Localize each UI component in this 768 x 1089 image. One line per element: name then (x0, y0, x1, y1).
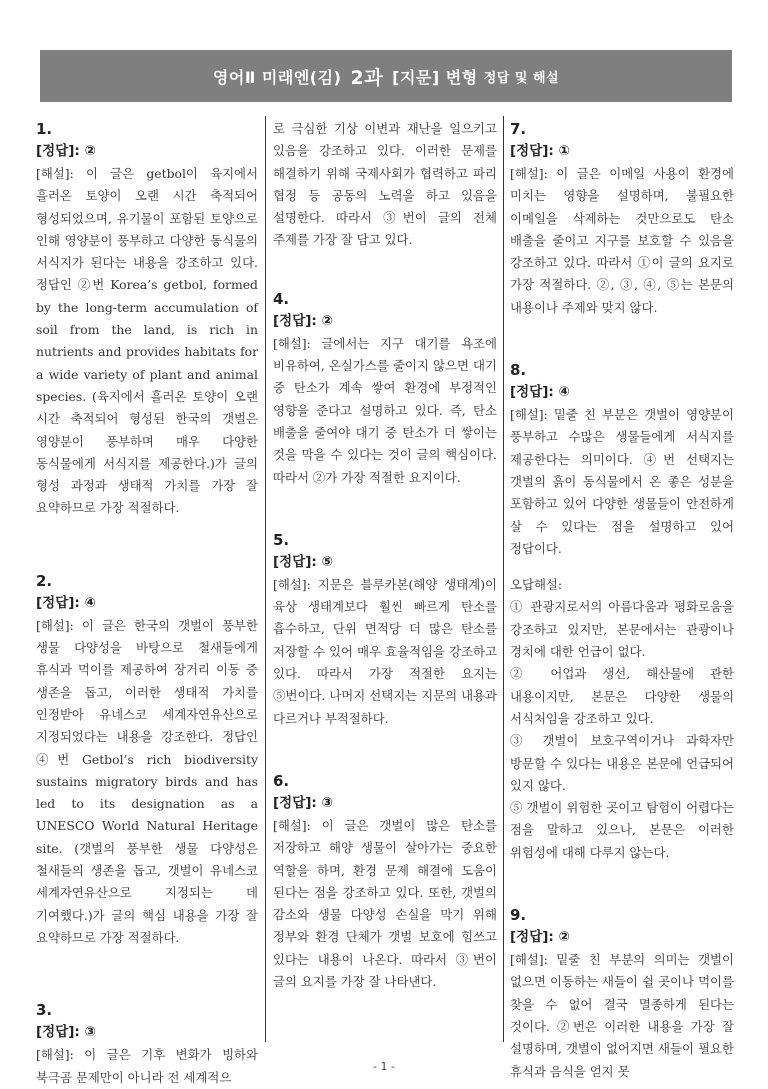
explanation: [해설]: 이 글은 갯벌이 많은 탄소를 저장하고 해양 생물이 살아가는 중요한 역할을 하며, 환경 문제 해결에 도움이 된다는 점을 강조하고 있다. 또한, 갯벌의 감소와 생물 다양성 손실을 막기 위해 정부와 환경 단체가 갯벌 보호에 힘쓰고 있다는 내용이 나온다. 따라서 ③번이 글의 요지를 가장 잘 나타낸다. (273, 817, 497, 990)
question-7 (510, 118, 734, 319)
header-banner (40, 50, 732, 102)
answer-line: [정답]: ② (510, 929, 570, 946)
question-1 (36, 118, 258, 520)
question-3-continuation: 로 극심한 기상 이변과 재난을 일으키고 있음을 강조하고 있다. 이러한 문제를 해결하기 위해 국제사회가 협력하고 파리 협정 등 공동의 노력을 하고 있음을 설명한다. 따라서 ③번이 글의 전체 주제를 가장 잘 담고 있다. (273, 121, 497, 248)
question-number: 3. (36, 1001, 53, 1020)
answer-line: [정답]: ④ (36, 594, 96, 611)
wrong-answer-item: ③ 갯벌이 보호구역이거나 과학자만 방문할 수 있다는 내용은 본문에 언급되어 있지 않다. (510, 733, 734, 793)
page-number: - 1 - (373, 1060, 395, 1073)
question-number: 5. (273, 530, 290, 549)
question-5 (273, 529, 497, 730)
question-number: 7. (510, 120, 527, 138)
question-number: 2. (36, 571, 53, 590)
explanation: [해설]: 지문은 블루카본(해양 생태계)이 육상 생태계보다 훨씬 빠르게 탄소를 흡수하고, 단위 면적당 더 많은 탄소를 저장할 수 있어 매우 효율적임을 강조하고 있다. 따라서 가장 적절한 요지는 ⑤번이다. 나머지 선택지는 지문의 내용과 다르거나 부적절하다. (273, 576, 497, 726)
question-number: 1. (36, 120, 53, 138)
answer-line: [정답]: ④ (510, 384, 570, 401)
explanation-continuation: 새들이 필요한 휴식과 음식을 얻지 못 (510, 1041, 734, 1079)
explanation: [해설]: 이 글은 getbol이 육지에서 흘러온 토양이 오랜 시간 축적되어 형성되었으며, 유기물이 포함된 토양으로 인해 영양분이 풍부하고 다양한 동식물의 서식지가 된다는 내용을 강조하고 있다. 정답인 ②번 Korea’s getbol, formed by the long-term accumulation of soil from the land, is rich in nutrients and provides habitats for a wide variety of plant and animal species. (육지에서 흘러온 토양이 오랜 시간 축적되어 형성된 한국의 갯벌은 영양분이 풍부하며 매우 다양한 동식물에게 서식지를 제공한다.)가 글의 형성 과정과 생태적 가치를 가장 잘 요약하므로 가장 적절하다. (36, 166, 258, 516)
explanation: [해설]: 이 글은 기후 변화가 빙하와 북극곰 문제만이 아니라 전 세계적으 (36, 1047, 258, 1085)
answer-line: [정답]: ⑤ (273, 553, 333, 570)
question-2 (36, 570, 258, 949)
explanation: [해설]: 밑줄 친 부분은 갯벌이 영양분이 풍부하고 수많은 생물들에게 서식지를 제공한다는 의미이다. ④번 선택지는 갯벌의 흙이 동식물에서 온 좋은 성분을 포함하고 있어 다양한 생물들이 안전하게 살 수 있다는 점을 설명하고 있어 정답이다. (510, 407, 734, 556)
column-divider-1 (265, 116, 266, 1042)
question-3 (36, 999, 258, 1089)
answer-line: [정답]: ② (36, 143, 96, 159)
answer-line: [정답]: ③ (273, 794, 333, 811)
question-9 (510, 904, 734, 1083)
wrong-answer-item: ⑤ 갯벌이 위험한 곳이고 탐험이 어렵다는 점을 말하고 있으나, 본문은 이러한 위험성에 대해 다루지 않는다. (510, 800, 734, 860)
column-3 (510, 118, 734, 1079)
question-number: 8. (510, 361, 527, 380)
question-4 (273, 288, 497, 489)
explanation-text: [해설]: 밑줄 친 부분의 의미는 갯벌이 없으면 이동하는 새들이 쉴 곳이나 먹이를 찾을 수 없어 결국 멸종하게 된다는 것이다. ②번은 이러한 내용을 가장 잘 설명하며, 갯벌이 없어지면 (510, 952, 734, 1057)
answer-line: [정답]: ② (273, 312, 333, 329)
question-6 (273, 770, 497, 993)
header-suffix: 정답 및 해설 (483, 70, 560, 86)
wrong-answer-item: ① 관광지로서의 아름다움과 평화로움을 강조하고 있지만, 본문에서는 관광이나 경치에 대한 언급이 없다. (510, 599, 734, 660)
header-subject: 영어Ⅱ 미래엔(김) (212, 67, 342, 87)
wrong-answer-item: ② 어업과 생선, 해산물에 관한 내용이지만, 본문은 다양한 생물의 서식처임을 강조하고 있다. (510, 666, 734, 726)
explanation: [해설]: 글에서는 지구 대기를 욕조에 비유하여, 온실가스를 줄이지 않으면 대기 중 탄소가 계속 쌓여 환경에 부정적인 영향을 준다고 설명하고 있다. 즉, 탄소 배출을 줄여야 대기 중 탄소가 더 쌓이는 것을 막을 수 있다는 것이 글의 핵심이다. 따라서 ②가 가장 적절한 요지이다. (273, 335, 497, 485)
header-lesson: 2과 (350, 66, 384, 89)
answer-line: [정답]: ③ (36, 1024, 96, 1041)
column-1 (36, 118, 258, 1085)
column-2 (273, 118, 497, 1045)
wrong-answer-explanations (510, 574, 734, 864)
answer-line: [정답]: ① (510, 143, 570, 159)
explanation: [해설]: 이 글은 이메일 사용이 환경에 미치는 영향을 설명하며, 불필요한 이메일을 삭제하는 것만으로도 탄소 배출을 줄이고 지구를 보호할 수 있음을 강조하고 있다. 따라서 ①이 글의 요지로 가장 적절하다. ②, ③, ④, ⑤는 본문의 내용이나 주제와 맞지 않다. (510, 166, 734, 315)
question-8 (510, 359, 734, 864)
column-divider-2 (503, 116, 504, 1042)
question-number: 4. (273, 289, 290, 308)
question-number: 9. (510, 906, 527, 925)
explanation: [해설]: 이 글은 한국의 갯벌이 풍부한 생물 다양성을 바탕으로 철새들에게 휴식과 먹이를 제공하여 장거리 이동 중 생존을 돕고, 이러한 생태적 가치를 인정받아 유네스코 세계자연유산으로 지정되었다는 내용을 강조한다. 정답인 ④번 Getbol’s rich biodiversity sustains migratory birds and has led to its designation as a UNESCO World Natural Heritage site. (갯벌의 풍부한 생물 다양성은 철새들의 생존을 돕고, 갯벌이 유네스코 세계자연유산으로 지정되는 데 기여했다.)가 글의 핵심 내용을 가장 잘 요약하므로 가장 적절하다. (36, 617, 258, 945)
question-number: 6. (273, 771, 290, 790)
header-type: [지문] 변형 (392, 67, 478, 87)
wrong-answer-title: 오답해설: (510, 577, 563, 593)
